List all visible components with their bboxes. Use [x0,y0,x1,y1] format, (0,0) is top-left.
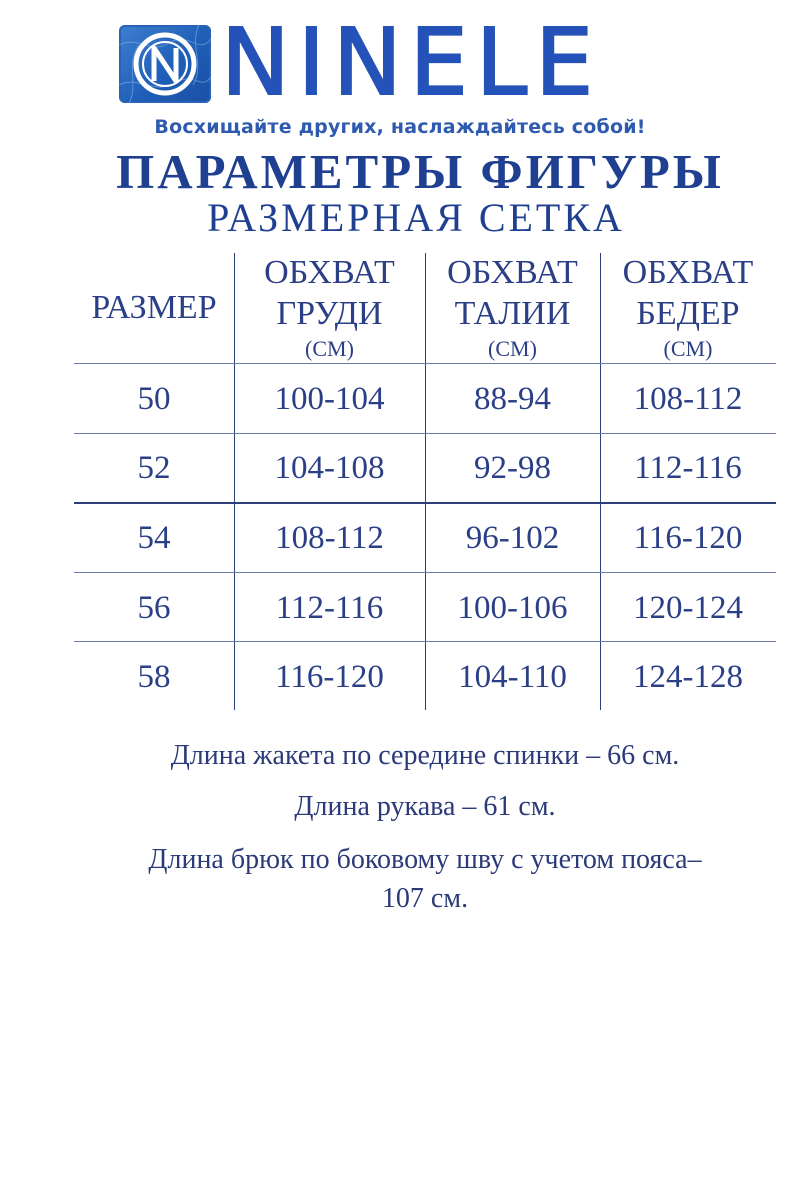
note-trousers-length-line1: Длина брюк по боковому шву с учетом пояса– [148,844,702,875]
page-subtitle: РАЗМЕРНАЯ СЕТКА [207,195,625,240]
row-divider [74,502,776,504]
table-cell-size: 56 [137,590,171,626]
table-cell-chest: 108-112 [275,520,384,556]
note-jacket-length: Длина жакета по середине спинки – 66 см. [170,740,680,771]
row-divider [74,363,776,364]
table-cell-size: 52 [137,450,171,486]
table-cell-hips: 116-120 [633,520,743,556]
header-chest-unit: (СМ) [305,336,354,361]
table-cell-waist: 100-106 [457,590,568,626]
table-cell-size: 58 [137,659,171,695]
table-cell-chest: 104-108 [274,450,385,486]
header-hips-line1: ОБХВАТ [622,254,754,291]
table-cell-waist: 96-102 [465,520,560,556]
note-trousers-length-line2: 107 см. [381,883,469,914]
table-cell-waist: 88-94 [474,381,551,417]
header-waist-line1: ОБХВАТ [447,254,578,291]
brand-tagline: Восхищайте других, наслаждайтесь собой! [154,116,646,138]
brand-header [119,9,699,116]
note-sleeve-length: Длина рукава – 61 см. [294,791,556,822]
table-cell-size: 50 [137,381,171,417]
table-cell-size: 54 [137,520,171,556]
row-divider [74,572,776,573]
header-hips-unit: (СМ) [663,336,713,361]
page-title: ПАРАМЕТРЫ ФИГУРЫ [116,144,724,199]
header-chest-line1: ОБХВАТ [264,254,395,291]
table-cell-chest: 116-120 [275,659,384,695]
table-cell-chest: 100-104 [274,381,385,417]
brand-logo-icon [119,25,211,103]
table-cell-chest: 112-116 [275,590,384,626]
header-size: РАЗМЕР [91,289,217,326]
header-waist-line2: ТАЛИИ [454,295,571,332]
row-divider [74,433,776,434]
table-cell-waist: 104-110 [458,659,567,695]
table-cell-hips: 120-124 [633,590,743,626]
table-cell-waist: 92-98 [474,450,551,486]
row-divider [74,641,776,642]
header-chest-line2: ГРУДИ [276,295,383,332]
header-waist-unit: (СМ) [488,336,537,361]
table-cell-hips: 108-112 [633,381,743,417]
table-cell-hips: 112-116 [634,450,742,486]
header-hips-line2: БЕДЕР [636,295,740,332]
table-cell-hips: 124-128 [633,659,743,695]
brand-name: NINELE [221,9,602,116]
